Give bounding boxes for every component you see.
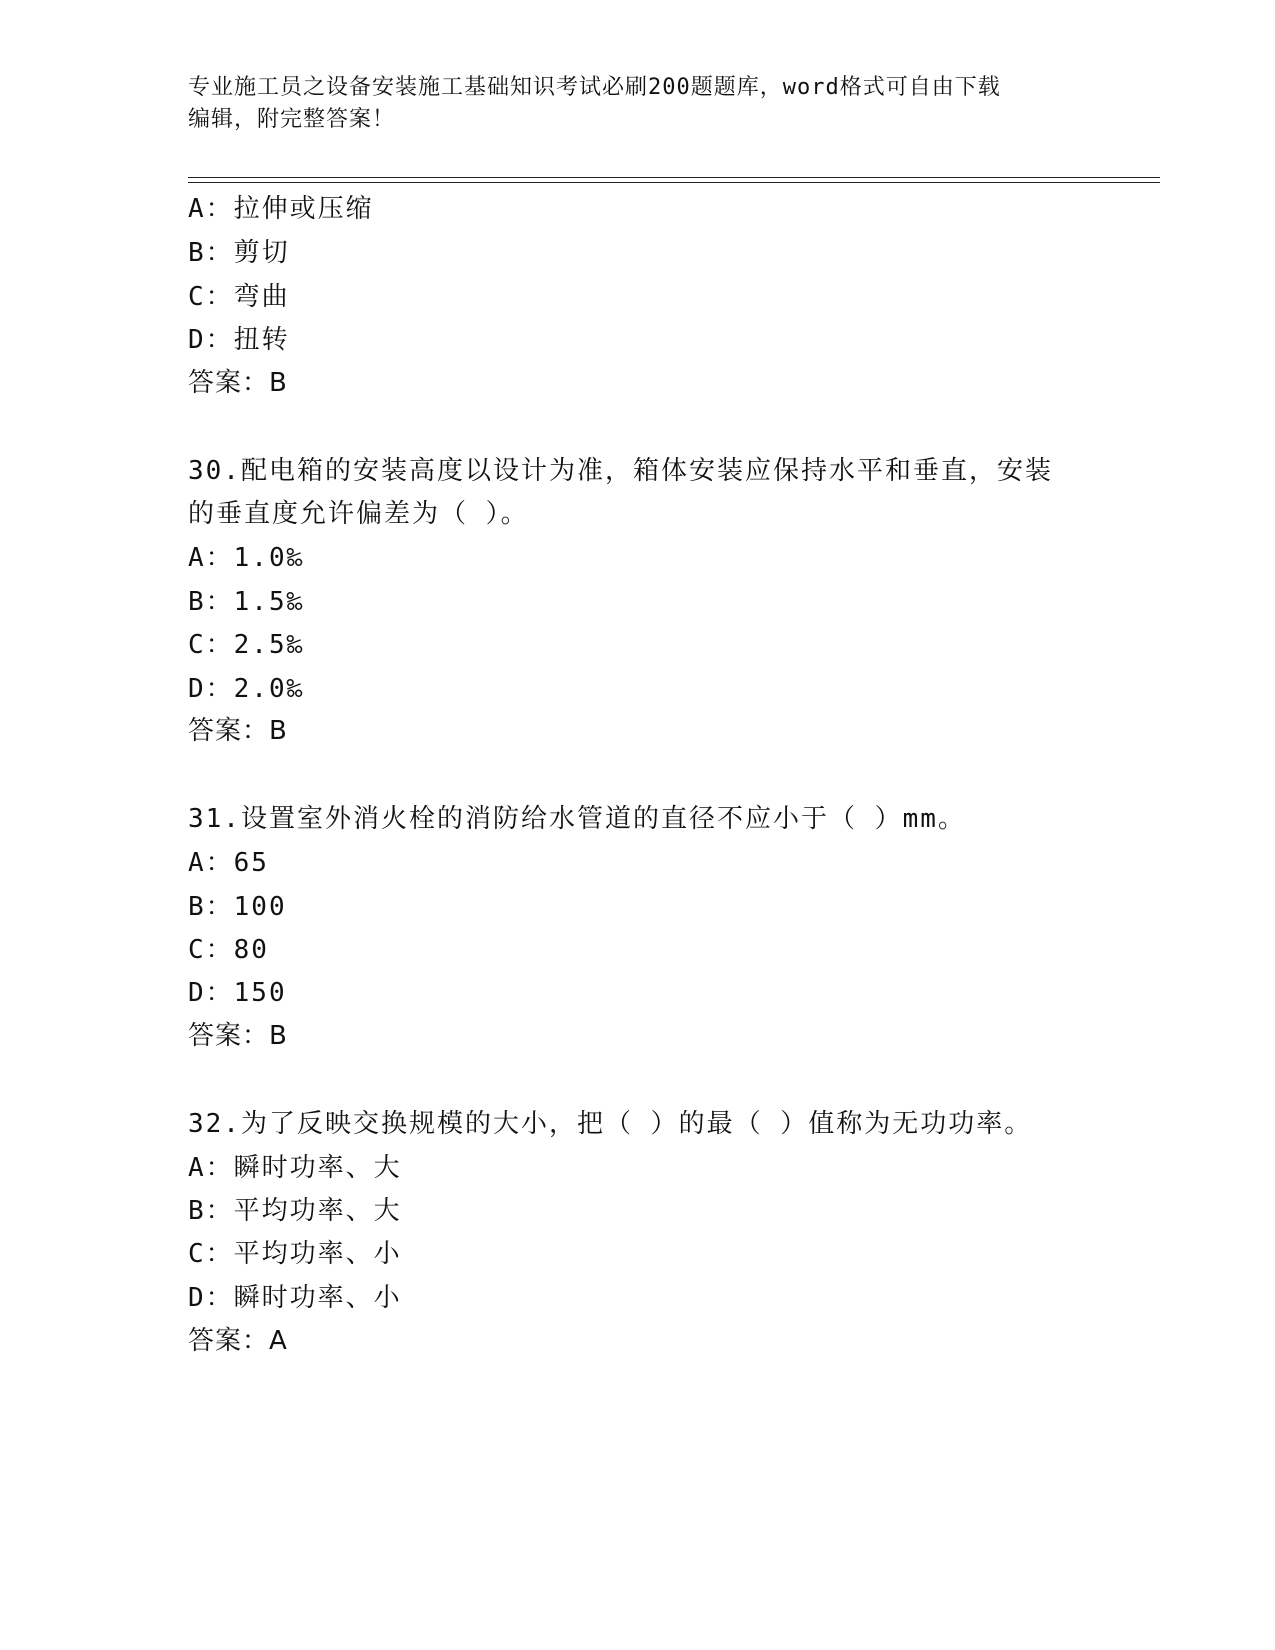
document-header: [188, 72, 1088, 136]
q31-option-d: D：150: [188, 978, 287, 1008]
q32-option-b: B：平均功率、大: [188, 1196, 402, 1226]
q31-stem-line-1: 31.设置室外消火栓的消防给水管道的直径不应小于（ ）mm。: [188, 804, 966, 834]
header-line-1: 专业施工员之设备安装施工基础知识考试必刷200题题库，word格式可自由下载: [188, 75, 1001, 100]
q30-option-c: C：2.5‰: [188, 630, 305, 660]
q29-option-b: B：剪切: [188, 238, 290, 268]
header-line-2: 编辑，附完整答案！: [188, 107, 396, 132]
q30-stem-line-1: 30.配电箱的安装高度以设计为准，箱体安装应保持水平和垂直，安装: [188, 456, 1053, 486]
q29-option-d: D：扭转: [188, 325, 290, 355]
q32-option-d: D：瞬时功率、小: [188, 1283, 402, 1313]
q31-option-c: C：80: [188, 935, 269, 965]
q32-answer: 答案：A: [188, 1326, 288, 1356]
q30-option-b: B：1.5‰: [188, 587, 305, 617]
q30-answer: 答案：B: [188, 716, 288, 746]
q29-answer: 答案：B: [188, 368, 288, 398]
q29-option-c: C：弯曲: [188, 282, 290, 312]
q32-stem-line-1: 32.为了反映交换规模的大小，把（ ）的最（ ）值称为无功功率。: [188, 1109, 1033, 1139]
q30-option-d: D：2.0‰: [188, 674, 305, 704]
q31-option-a: A：65: [188, 848, 269, 878]
q32-option-a: A：瞬时功率、大: [188, 1153, 402, 1183]
q31-answer: 答案：B: [188, 1021, 288, 1051]
q31-option-b: B：100: [188, 892, 287, 922]
header-rule-bottom: [188, 182, 1160, 183]
q32-option-c: C：平均功率、小: [188, 1239, 402, 1269]
header-rule-top: [188, 177, 1160, 178]
q30-stem-line-2: 的垂直度允许偏差为（ ）。: [188, 499, 529, 529]
q30-option-a: A：1.0‰: [188, 543, 305, 573]
q29-option-a: A：拉伸或压缩: [188, 194, 374, 224]
